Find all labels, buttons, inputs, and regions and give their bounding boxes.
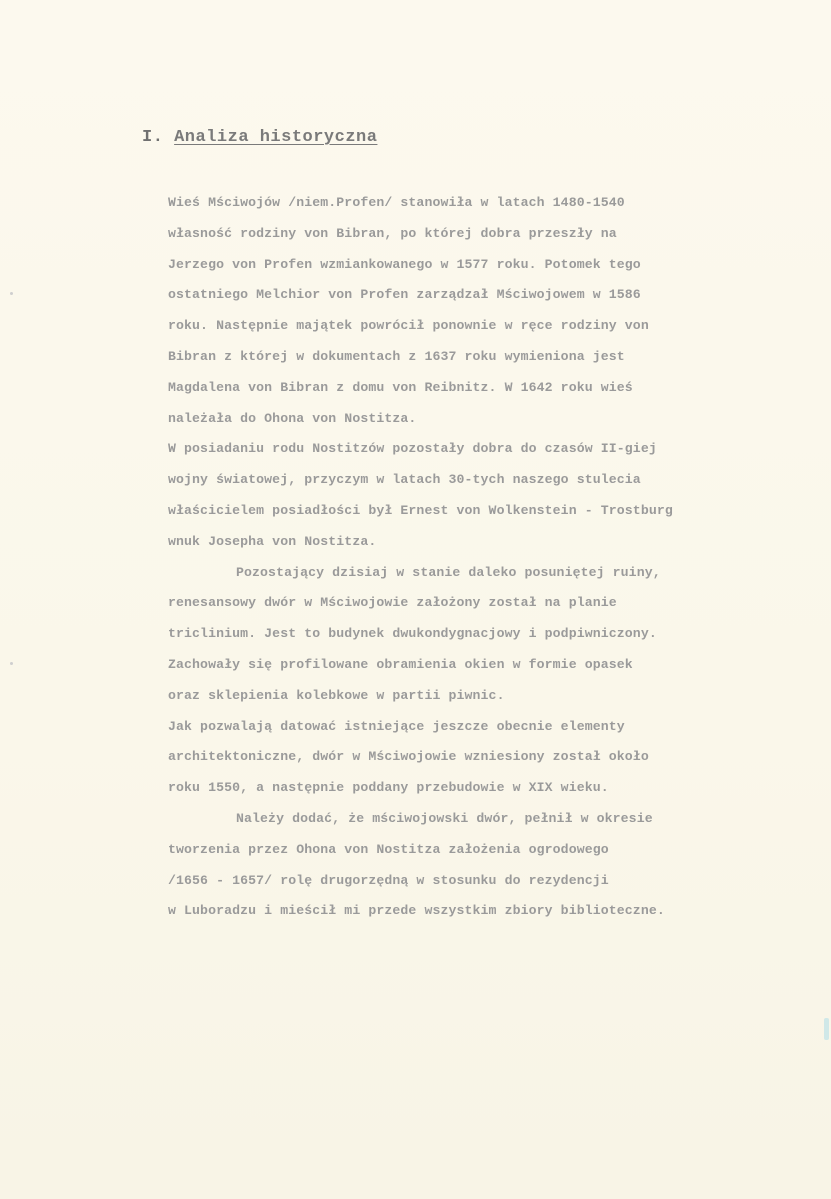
punch-hole-mark <box>10 292 13 295</box>
section-heading <box>142 128 377 147</box>
text-line: Należy dodać, że mściwojowski dwór, pełnił w okresie <box>236 810 653 826</box>
text-line: ostatniego Melchior von Profen zarządzał Mściwojowem w 1586 <box>168 287 641 303</box>
section-title: Analiza historyczna <box>174 128 378 147</box>
section-number: I. <box>142 128 164 147</box>
text-line: roku 1550, a następnie poddany przebudowie w XIX wieku. <box>168 780 609 796</box>
punch-hole-mark <box>10 662 13 665</box>
text-line: własność rodziny von Bibran, po której dobra przeszły na <box>168 225 617 241</box>
text-line: W posiadaniu rodu Nostitzów pozostały dobra do czasów II-giej <box>168 441 657 457</box>
text-line: tworzenia przez Ohona von Nostitza założenia ogrodowego <box>168 841 609 857</box>
text-line: Pozostający dzisiaj w stanie daleko posuniętej ruiny, <box>236 564 661 580</box>
text-line: Jak pozwalają datować istniejące jeszcze obecnie elementy <box>168 718 625 734</box>
text-line: architektoniczne, dwór w Mściwojowie wzniesiony został około <box>168 749 649 765</box>
text-line: Wieś Mściwojów /niem.Profen/ stanowiła w latach 1480-1540 <box>168 195 625 210</box>
text-line: roku. Następnie majątek powrócił ponownie w ręce rodziny von <box>168 318 649 334</box>
text-line: wnuk Josepha von Nostitza. <box>168 533 377 549</box>
text-line: /1656 - 1657/ rolę drugorzędną w stosunku do rezydencji <box>168 872 609 888</box>
body-text <box>168 188 818 927</box>
text-line: Zachowały się profilowane obramienia okien w formie opasek <box>168 656 633 672</box>
text-line: Bibran z której w dokumentach z 1637 roku wymieniona jest <box>168 348 625 364</box>
text-line: Jerzego von Profen wzmiankowanego w 1577 roku. Potomek tego <box>168 256 641 272</box>
text-line: należała do Ohona von Nostitza. <box>168 410 417 426</box>
text-line: triclinium. Jest to budynek dwukondygnacjowy i podpiwniczony. <box>168 626 657 642</box>
text-line: właścicielem posiadłości był Ernest von Wolkenstein - Trostburg <box>168 502 673 518</box>
text-line: oraz sklepienia kolebkowe w partii piwnic. <box>168 687 505 703</box>
text-line: wojny światowej, przyczym w latach 30-tych naszego stulecia <box>168 472 641 488</box>
text-line: w Luboradzu i mieścił mi przede wszystkim zbiory biblioteczne. <box>168 903 665 919</box>
text-line: renesansowy dwór w Mściwojowie założony został na planie <box>168 595 617 611</box>
text-line: Magdalena von Bibran z domu von Reibnitz. W 1642 roku wieś <box>168 379 633 395</box>
edge-stain <box>824 1018 829 1040</box>
